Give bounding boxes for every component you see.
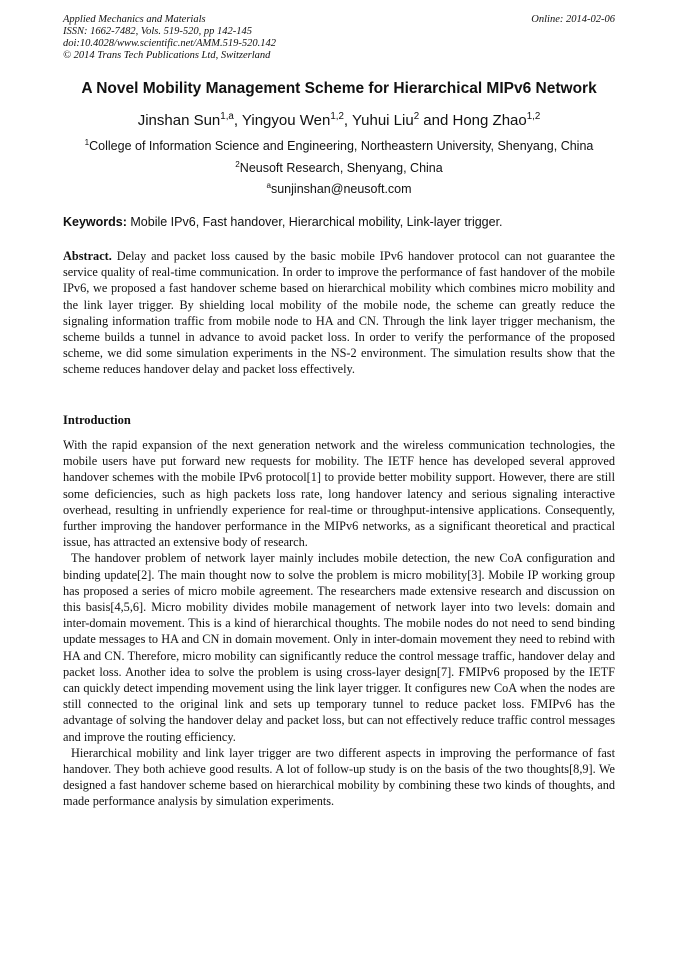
affiliation-text: College of Information Science and Engineering, Northeastern University, Shenyang, China xyxy=(89,139,594,153)
author-name: Jinshan Sun xyxy=(137,112,221,129)
copyright-line: © 2014 Trans Tech Publications Ltd, Switzerland xyxy=(63,50,271,61)
keywords-text: Mobile IPv6, Fast handover, Hierarchical mobility, Link-layer trigger. xyxy=(130,215,503,229)
author-affil-mark: 1,2 xyxy=(526,111,541,122)
abstract xyxy=(63,248,615,378)
email-text: sunjinshan@neusoft.com xyxy=(270,182,412,196)
keywords-label: Keywords: xyxy=(63,215,127,229)
affiliation-2 xyxy=(0,161,678,175)
author-affil-mark: 1,a xyxy=(220,111,234,122)
affiliation-mark: 1 xyxy=(84,137,90,147)
author-email xyxy=(0,182,678,196)
author-name: Yingyou Wen xyxy=(241,112,331,129)
abstract-label: Abstract. xyxy=(63,249,112,263)
introduction-body xyxy=(63,437,615,810)
journal-name: Applied Mechanics and Materials xyxy=(63,14,206,25)
abstract-text: Delay and packet loss caused by the basic mobile IPv6 handover protocol can not guarantee the service quality of real-time communication. In order to improve the performance of fast handover of the mobile IPv6, we proposed a fast handover scheme based on hierarchical mobility which combines micro mobility and the link layer trigger. By shielding local mobility of the mobile node, the scheme can greatly reduce the signaling information traffic from mobile node to HA and CN. Through the link layer trigger mechanism, the scheme builds a tunnel in advance to avoid packet loss. In order to verify the performance of the proposed scheme, we did some simulation experiments in the NS-2 environment. The simulation results show that the scheme reduces handover delay and packet loss effectively. xyxy=(63,249,616,377)
author-list xyxy=(0,112,678,129)
author-name: Yuhui Liu xyxy=(351,112,414,129)
paragraph: With the rapid expansion of the next generation network and the wireless communication technologies, the mobile users have put forward new requests for mobility. The IETF hence has developed several approved handover schemes with the mobile IPv6 protocol[1] to provide better mobility support. However, there are still some deficiencies, such as high packets loss rate, long handover latency and serious signaling interactive overhead, resulting in unfriendly experience for real-time or throughput-intensive applications. Consequently, further improving the handover performance in the MIPv6 networks, as a significant theoretical and practical issue, has attracted an extensive body of research. xyxy=(63,438,615,550)
email-mark: a xyxy=(266,180,271,190)
section-heading-introduction: Introduction xyxy=(63,413,131,427)
author-affil-mark: 2 xyxy=(413,111,420,122)
issn-line: ISSN: 1662-7482, Vols. 519-520, pp 142-145 xyxy=(63,26,252,37)
keywords xyxy=(63,215,615,229)
author-affil-mark: 1,2 xyxy=(330,111,344,122)
online-date: Online: 2014-02-06 xyxy=(531,14,615,25)
author-separator: , xyxy=(343,112,352,129)
affiliation-1 xyxy=(0,139,678,153)
author-name: Hong Zhao xyxy=(452,112,527,129)
journal-header xyxy=(63,14,276,62)
paper-title: A Novel Mobility Management Scheme for Hierarchical MIPv6 Network xyxy=(81,80,597,97)
doi-line: doi:10.4028/www.scientific.net/AMM.519-520.142 xyxy=(63,38,276,49)
author-separator: , xyxy=(233,112,242,129)
author-separator: and xyxy=(419,112,453,129)
paragraph: The handover problem of network layer mainly includes mobile detection, the new CoA configuration and binding update[2]. The main thought now to solve the problem is micro mobility[3]. Mobile IP working group has proposed a series of micro mobile agreement. The researchers made extensive research and discussion on this basis[4,5,6]. Micro mobility divides mobile management of network layer into two levels: domain and inter-domain movement. This is a kind of hierarchical thoughts. The mobile nodes do not need to send binding update messages to HA and CN in domain movement. Only in inter-domain movement they need to rebind with HA and CN. Therefore, micro mobility can significantly reduce the control message traffic, handover delay and packet loss. Another idea to solve the problem is using cross-layer design[7]. FMIPv6 proposed by the IETF can quickly detect impending movement using the link layer trigger. It configures new CoA when the nodes are still connected to the original link and sets up temporary tunnel to reduce packet loss. FMIPv6 has the advantage of solving the handover delay and packet loss, but can not effectively reduce traffic control messages and improve the routing efficiency. xyxy=(63,551,615,744)
affiliation-text: Neusoft Research, Shenyang, China xyxy=(239,161,443,175)
paragraph: Hierarchical mobility and link layer trigger are two different aspects in improving the performance of fast handover. They both achieve good results. A lot of follow-up study is on the basis of the two thoughts[8,9]. We designed a fast handover scheme based on hierarchical mobility by combining these two kinds of thoughts, and made performance analysis by simulation experiments. xyxy=(63,745,615,809)
affiliation-mark: 2 xyxy=(235,159,240,169)
